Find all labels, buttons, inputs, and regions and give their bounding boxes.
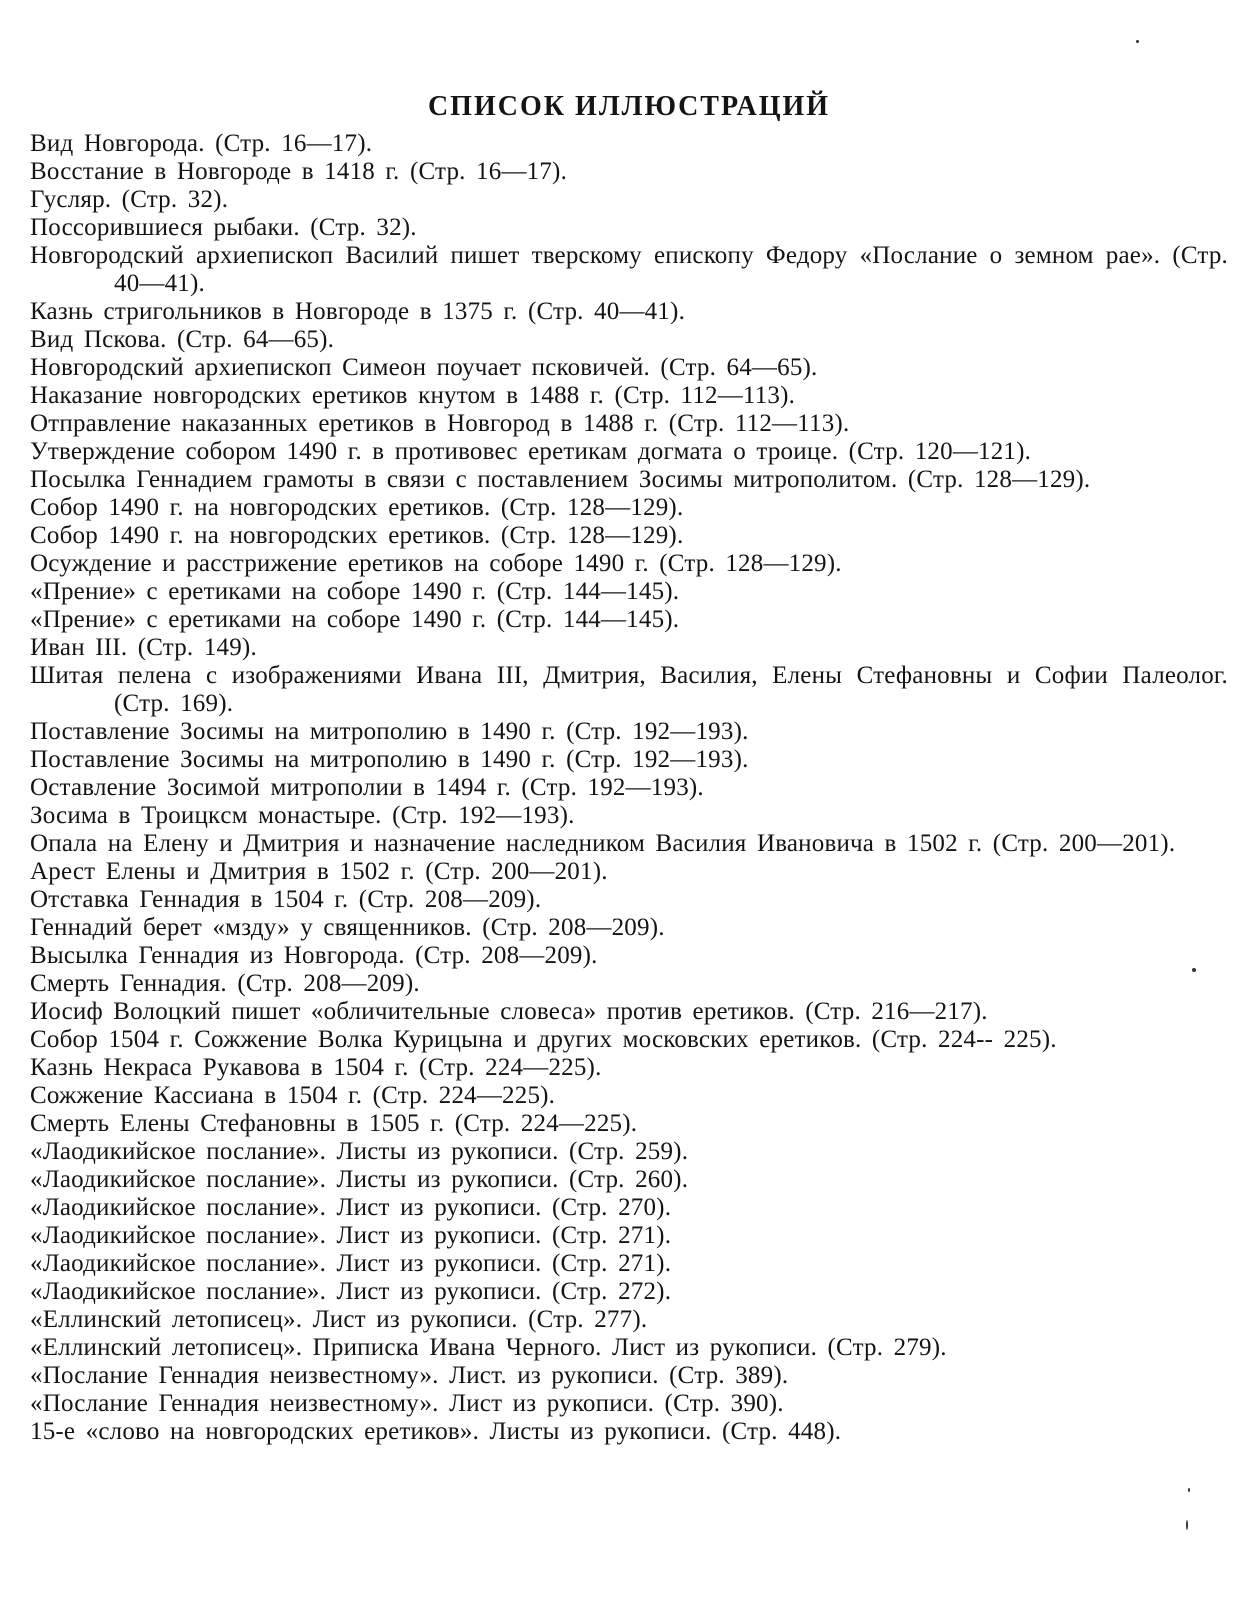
list-item: Высылка Геннадия из Новгорода. (Стр. 208—209). [30, 942, 598, 969]
list-item: Собор 1490 г. на новгородских еретиков. (Стр. 128—129). [30, 494, 684, 521]
list-item: «Лаодикийское послание». Лист из рукописи. (Стр. 271). [30, 1222, 672, 1249]
list-item: Вид Новгорода. (Стр. 16—17). [30, 130, 373, 157]
list-item: Новгородский архиепископ Симеон поучает псковичей. (Стр. 64—65). [30, 354, 818, 381]
list-item: «Лаодикийское послание». Лист из рукописи. (Стр. 272). [30, 1278, 672, 1305]
list-item: «Лаодикийское послание». Листы из рукописи. (Стр. 259). [30, 1138, 689, 1165]
scan-speck [1186, 1520, 1188, 1530]
list-item: Смерть Геннадия. (Стр. 208—209). [30, 970, 420, 997]
list-item: «Лаодикийское послание». Лист из рукописи. (Стр. 270). [30, 1194, 672, 1221]
list-item: «Еллинский летописец». Лист из рукописи. (Стр. 277). [30, 1306, 648, 1333]
list-item: 15-е «слово на новгородских еретиков». Листы из рукописи. (Стр. 448). [30, 1418, 842, 1445]
list-item: Казнь стригольников в Новгороде в 1375 г. (Стр. 40—41). [30, 298, 686, 325]
list-item: «Прение» с еретиками на соборе 1490 г. (Стр. 144—145). [30, 606, 680, 633]
list-item: Поссорившиеся рыбаки. (Стр. 32). [30, 214, 417, 241]
scan-speck [1188, 1488, 1190, 1492]
list-item: Наказание новгородских еретиков кнутом в 1488 г. (Стр. 112—113). [30, 382, 796, 409]
list-item: «Лаодикийское послание». Листы из рукописи. (Стр. 260). [30, 1166, 689, 1193]
list-item: Геннадий берет «мзду» у священников. (Стр. 208—209). [30, 914, 665, 941]
list-item: Арест Елены и Дмитрия в 1502 г. (Стр. 200—201). [30, 858, 608, 885]
list-item: Отставка Геннадия в 1504 г. (Стр. 208—209). [30, 886, 542, 913]
illustration-list [30, 130, 1228, 1446]
list-item: Казнь Некраса Рукавова в 1504 г. (Стр. 224—225). [30, 1054, 602, 1081]
list-item: Сожжение Кассиана в 1504 г. (Стр. 224—225). [30, 1082, 556, 1109]
list-item: «Послание Геннадия неизвестному». Лист. из рукописи. (Стр. 389). [30, 1362, 789, 1389]
list-item: «Еллинский летописец». Приписка Ивана Черного. Лист из рукописи. (Стр. 279). [30, 1334, 947, 1361]
list-item: Вид Пскова. (Стр. 64—65). [30, 326, 335, 353]
list-item: Отправление наказанных еретиков в Новгород в 1488 г. (Стр. 112—113). [30, 410, 850, 437]
list-item: Зосима в Троицкcм монастыре. (Стр. 192—193). [30, 802, 575, 829]
list-item: Восстание в Новгороде в 1418 г. (Стр. 16—17). [30, 158, 568, 185]
scan-speck [1136, 40, 1139, 43]
list-item: Иван III. (Стр. 149). [30, 634, 257, 661]
list-item: Шитая пелена с изображениями Ивана III, Дмитрия, Василия, Елены Стефановны и Софии Палеолог. (Стр. 169). [30, 662, 1228, 717]
list-item: Поставление Зосимы на митрополию в 1490 г. (Стр. 192—193). [30, 718, 749, 745]
list-item: Собор 1504 г. Сожжение Волка Курицына и других московских еретиков. (Стр. 224-- 225). [30, 1026, 1057, 1053]
list-item: Опала на Елену и Дмитрия и назначение наследником Василия Ивановича в 1502 г. (Стр. 200—201). [30, 830, 1176, 857]
list-item: «Лаодикийское послание». Лист из рукописи. (Стр. 271). [30, 1250, 672, 1277]
document-page [30, 88, 1228, 1446]
list-item: Осуждение и расстрижение еретиков на соборе 1490 г. (Стр. 128—129). [30, 550, 842, 577]
list-item: «Послание Геннадия неизвестному». Лист из рукописи. (Стр. 390). [30, 1390, 784, 1417]
page-title: СПИСОК ИЛЛЮСТРАЦИЙ [427, 91, 831, 122]
list-item: «Прение» с еретиками на соборе 1490 г. (Стр. 144—145). [30, 578, 680, 605]
list-item: Поставление Зосимы на митрополию в 1490 г. (Стр. 192—193). [30, 746, 749, 773]
list-item: Посылка Геннадием грамоты в связи с поставлением Зосимы митрополитом. (Стр. 128—129). [30, 466, 1091, 493]
list-item: Гусляр. (Стр. 32). [30, 186, 229, 213]
list-item: Смерть Елены Стефановны в 1505 г. (Стр. 224—225). [30, 1110, 638, 1137]
list-item: Утверждение собором 1490 г. в противовес еретикам догмата о троице. (Стр. 120—121). [30, 438, 1032, 465]
list-item: Иосиф Волоцкий пишет «обличительные словеса» против еретиков. (Стр. 216—217). [30, 998, 988, 1025]
list-item: Оставление Зосимой митрополии в 1494 г. (Стр. 192—193). [30, 774, 704, 801]
scan-speck [1192, 968, 1196, 972]
list-item: Новгородский архиепископ Василий пишет тверскому епископу Федору «Послание о земном рае». (Стр. 40—41). [30, 242, 1228, 297]
list-item: Собор 1490 г. на новгородских еретиков. (Стр. 128—129). [30, 522, 684, 549]
